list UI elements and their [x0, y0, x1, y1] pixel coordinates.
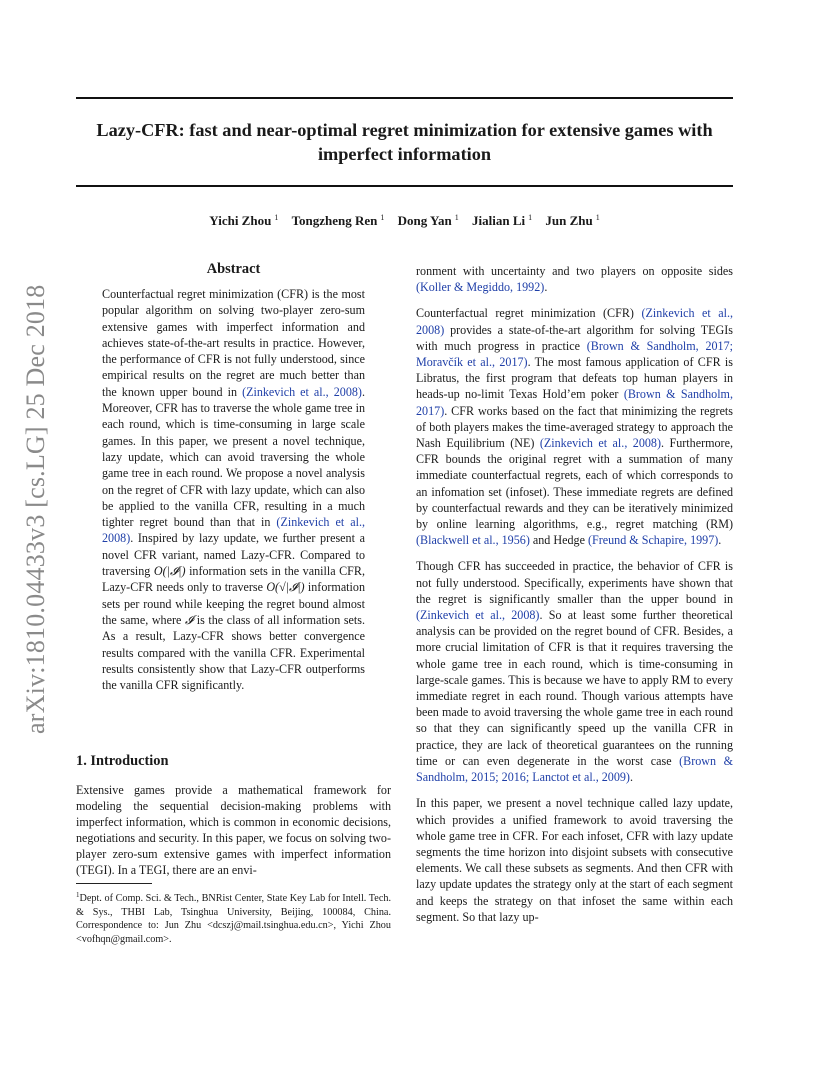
citation-link[interactable]: (Brown & Sandholm, 2015; 2016; Lanctot et al., 2009)	[416, 753, 734, 785]
arxiv-identifier-stamp: arXiv:1810.04433v3 [cs.LG] 25 Dec 2018	[21, 284, 50, 734]
paragraph: ronment with uncertainty and two players on opposite sides (Koller & Megiddo, 1992).	[416, 264, 733, 295]
citation-link[interactable]: (Brown & Sandholm, 2017; Moravčík et al., 2017)	[416, 338, 734, 370]
citation-link[interactable]: (Brown & Sandholm, 2017)	[416, 387, 733, 418]
title-top-rule	[76, 97, 733, 99]
citation-link[interactable]: (Zinkevich et al., 2008)	[416, 608, 540, 623]
affiliation-mark: 1	[380, 213, 385, 222]
abstract-heading: Abstract	[206, 261, 261, 277]
paragraph: In this paper, we present a novel technique called lazy update, which provides a unified framework to avoid traversing the whole game tree in CFR. For each infoset, CFR with lazy update segments the time horizon into disjoint subsets with consecutive elements. We call these subsets as segments. And then CFR with lazy update updates the strategy only at the start of each segment and keeps the strategy on that infoset the same within each segment. So that lazy up-	[416, 796, 733, 924]
affiliation-footnote: $^1$Dept. of Comp. Sci. & Tech., BNRist Center, State Key Lab for Intell. Tech. & Sys., THBI Lab, Tsinghua University, Beijing, 100084, China. Correspondence to: Jun Zhu <dcszj@mail.tsinghua.edu.cn>, Yichi Zhou <vofhqn@gmail.com>.	[76, 891, 391, 945]
author: Jun Zhu $^1$	[545, 213, 600, 228]
math-expression: O(√|𝓘|)	[266, 580, 305, 595]
title-bottom-rule	[76, 185, 733, 187]
author: Yichi Zhou $^1$	[209, 213, 279, 228]
citation-link[interactable]: (Blackwell et al., 1956)	[416, 533, 530, 548]
title-line-2: imperfect information	[317, 144, 492, 164]
section-heading-introduction: 1. Introduction	[76, 753, 169, 769]
affiliation-mark: 1	[454, 213, 459, 222]
paragraph: Though CFR has succeeded in practice, the behavior of CFR is not fully understood. Specifically, experiments have shown that the regret is significantly smaller than the upper bound in (Zinkevich et al., 2008). So at least some further theoretical analysis can be provided on the regret bound of CFR. Besides, a more crucial limitation of CFR is that it requires traversing the whole game tree in each round, which is time-consuming in large-scale games. This is because we have to apply RM to every immediate regret in each round. Though various attempts have been made to avoid traversing the whole game tree in each round so that they can significantly speed up the vanilla CFR in practice, they are lack of theoretical guarantees on the running time or can even degenerate in the worst case (Brown & Sandholm, 2015; 2016; Lanctot et al., 2009).	[416, 559, 734, 785]
paper-title	[76, 118, 733, 166]
footnote-mark: 1	[76, 891, 80, 899]
title-line-1: Lazy-CFR: fast and near-optimal regret minimization for extensive games with	[96, 120, 713, 140]
citation-link[interactable]: (Zinkevich et al., 2008)	[416, 306, 734, 337]
author: Tongzheng Ren $^1$	[291, 213, 385, 228]
citation-link[interactable]: (Koller & Megiddo, 1992)	[416, 280, 545, 295]
author: Dong Yan $^1$	[397, 213, 459, 228]
citation-link[interactable]: (Zinkevich et al., 2008)	[539, 436, 662, 451]
author: Jialian Li $^1$	[472, 213, 533, 228]
abstract-body: Counterfactual regret minimization (CFR) is the most popular algorithm on solving two-player zero-sum extensive games with imperfect information and achieves state-of-the-art results in practice. However, the performance of CFR is not fully understood, since empirical results on the regret are much better than the known upper bound in (Zinkevich et al., 2008). Moreover, CFR has to traverse the whole game tree in each round, which is time-consuming in large scale games. In this paper, we present a novel technique, lazy update, which can avoid traversing the whole game tree in each round. We propose a novel analysis on the regret of CFR with lazy update, which can also be applied to the vanilla CFR, resulting in a much tighter regret bound than that in (Zinkevich et al., 2008). Inspired by lazy update, we further present a novel CFR variant, named Lazy-CFR. Compared to traversing O(|𝓘|) information sets in the vanilla CFR, Lazy-CFR needs only to traverse O(√|𝓘|) information sets per round while keeping the regret bound almost the same, where 𝓘 is the class of all information sets. As a result, Lazy-CFR shows better convergence results compared with the vanilla CFR. Experimental results consistently show that Lazy-CFR outperforms the vanilla CFR significantly.	[102, 287, 366, 693]
math-expression: 𝓘	[184, 612, 194, 627]
affiliation-mark: 1	[274, 213, 279, 222]
citation-link[interactable]: (Zinkevich et al., 2008)	[102, 515, 365, 546]
affiliation-mark: 1	[528, 213, 533, 222]
affiliation-mark: 1	[595, 213, 600, 222]
paragraph: Counterfactual regret minimization (CFR) (Zinkevich et al., 2008) provides a state-of-the-art algorithm for solving TEGIs with much progress in practice (Brown & Sandholm, 2017; Moravčík et al., 2017). The most famous application of CFR is Libratus, the first program that defeats top human players in heads-up no-limit Texas Hold’em poker (Brown & Sandholm, 2017). CFR works based on the fact that minimizing the regrets of both players makes the time-averaged strategy to approach the Nash Equilibrium (NE) (Zinkevich et al., 2008). Furthermore, CFR bounds the original regret with a summation of many immediate counterfactual regrets, each of which corresponds to an infomation set (infoset). These immediate regrets are defined by counterfactual rewards and they can be iteratively minimized by online learning algorithms, e.g., regret matching (RM) (Blackwell et al., 1956) and Hedge (Freund & Schapire, 1997).	[416, 306, 734, 548]
right-column	[416, 263, 733, 935]
introduction-paragraph: Extensive games provide a mathematical framework for modeling the sequential decision-making problems with imperfect information, which is common in economic decisions, negotiations and security. In this paper, we focus on solving two-player zero-sum extensive games with imperfect information (TEGI). In a TEGI, there are an envi-	[76, 783, 391, 878]
citation-link[interactable]: (Zinkevich et al., 2008)	[242, 384, 362, 399]
author-list	[76, 213, 733, 229]
footnote-rule	[76, 883, 152, 884]
citation-link[interactable]: (Freund & Schapire, 1997)	[587, 533, 719, 548]
math-expression: O(|𝓘|)	[153, 564, 186, 579]
